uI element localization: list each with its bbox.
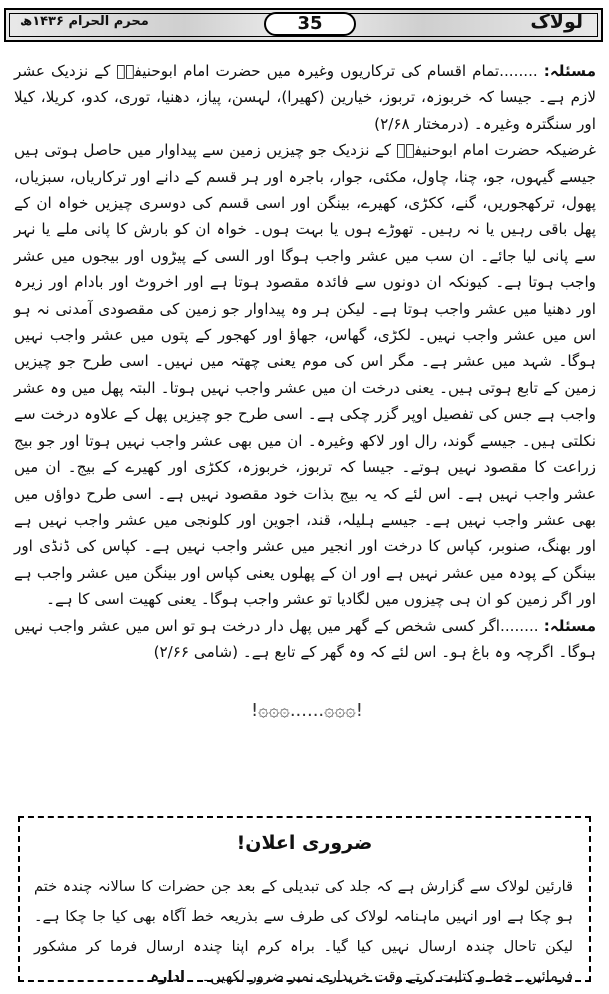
announcement-body <box>34 872 573 992</box>
masala-label-1: مسئلہ: <box>543 62 597 80</box>
page-number: 35 <box>264 12 356 36</box>
paragraph-1-text: ........تمام اقسام کی ترکاریوں وغیرہ میں حضرت امام ابوحنیفہؒ کے نزدیک عشر لازم ہے۔ جیسا کہ خربوزہ، تربوز، خیارین (کھیرا)، لہسن، پیاز، دھنیا، توری، کدو، کریلا، کیلا اور سنگترہ وغیرہ۔ (درمختار ۲/۶۸) <box>14 62 596 133</box>
announcement-title: ضروری اعلان! <box>236 832 373 854</box>
issue-date: محرم الحرام ۱۴۳۶ھ <box>20 14 149 29</box>
paragraph-3 <box>14 613 596 666</box>
announcement-box <box>18 816 591 985</box>
paragraph-2-text: غرضیکہ حضرت امام ابوحنیفہؒ کے نزدیک جو چیزیں زمین سے پیداوار میں حاصل ہوتی ہیں جیسے گیہوں، جو، چنا، چاول، مکئی، جوار، باجرہ اور ہر قسم کے دانے اور ترکاریاں، سبزیاں، پھول، ترکھجوریں، گنے، ککڑی، کھیرے، بینگن اور اسی قسم کی دوسری چیزیں خواہ ان کے پھل باقی رہیں یا نہ رہیں۔ تھوڑے ہوں یا بہت ہوں۔ خواہ ان کو بارش کا پانی ملے یا نہر سے پانی لیا جائے۔ ان سب میں عشر واجب ہوگا اور السی کے پیڑوں اور بیجوں میں عشر واجب ہوتا ہے۔ کیونکہ ان دونوں سے فائدہ مقصود ہوتا ہے اور اخروٹ اور بادام اور زیرہ اور دھنیا میں عشر واجب ہوتا ہے۔ لیکن ہر وہ پیداوار جو زمین کی مقصودی آمدنی نہ ہو اس میں عشر واجب نہیں۔ لکڑی، گھاس، جھاؤ اور کھجور کے پتوں میں عشر واجب نہیں ہوگا۔ شہد میں عشر ہے۔ مگر اس کی موم یعنی چھتہ میں نہیں۔ اسی طرح جو چیزیں زمین کے تابع ہوتی ہیں۔ یعنی درخت ان میں عشر واجب نہیں ہوتا۔ البتہ پھل میں وہ عشر واجب ہے جس کی تفصیل اوپر گزر چکی ہے۔ اسی طرح جو چیزیں پھل کے علاوہ درخت سے نکلتی ہیں۔ جیسے گوند، رال اور لاکھ وغیرہ۔ ان میں بھی عشر واجب نہیں ہوتا اور جو بیج زراعت کا مقصود نہیں ہوتے۔ جیسا کہ تربوز، خربوزہ، ککڑی اور کھیرے کے بیج۔ ان میں عشر واجب نہیں ہے۔ اس لئے کہ یہ بیج بذات خود مقصود نہیں ہے۔ اسی طرح دواؤں میں بھی عشر واجب نہیں ہے۔ جیسے ہلیلہ، قند، اجوین اور کلونجی میں عشر واجب نہیں ہے اور بھنگ، صنوبر، کپاس کا درخت اور انجیر میں عشر واجب نہیں ہے۔ کپاس کی ڈنڈی اور بینگن کے پودہ میں عشر نہیں ہے اور ان کے پھلوں یعنی کپاس اور بینگن میں عشر واجب ہے اور اگر زمین کو ان ہی چیزوں میں لگادیا تو عشر واجب ہوگا۔ یعنی کھیت اسی کا ہے۔ <box>14 141 596 609</box>
announcement-signature: ادارہ <box>150 968 185 985</box>
announcement-text <box>34 872 573 992</box>
ornament-divider <box>232 700 382 724</box>
paragraph-3-text: ........اگر کسی شخص کے گھر میں پھل دار درخت ہو تو اس میں عشر واجب نہیں ہوگا۔ اگرچہ وہ باغ ہو۔ اس لئے کہ وہ گھر کے تابع ہے۔ (شامی ۲/۶۶) <box>14 616 596 661</box>
paragraph-2 <box>14 137 596 612</box>
flower-ornament-icon: !۞۞۞......۞۞۞! <box>250 700 364 721</box>
masala-label-2: مسئلہ: <box>543 616 596 635</box>
page-header <box>4 8 603 42</box>
paragraph-1 <box>14 58 596 137</box>
announcement-line: قارئین لولاک سے گزارش ہے کہ جلد کی تبدیلی کے بعد جن حضرات کا سالانہ چندہ ختم ہو چکا ہے اور انہیں ماہنامہ لولاک کی طرف سے بذریعہ خط آگاہ بھی کیا جا چکا ہے۔ لیکن تاحال چندہ ارسال نہیں کیا گیا۔ براہ کرم اپنا چندہ ارسال فرما کر مشکور فرمائیں۔ خط و کتابت کرتے وقت خریداری نمبر ضرور لکھیں۔ <box>34 878 573 985</box>
magazine-title: لولاک <box>530 11 583 33</box>
article-body <box>14 58 596 665</box>
